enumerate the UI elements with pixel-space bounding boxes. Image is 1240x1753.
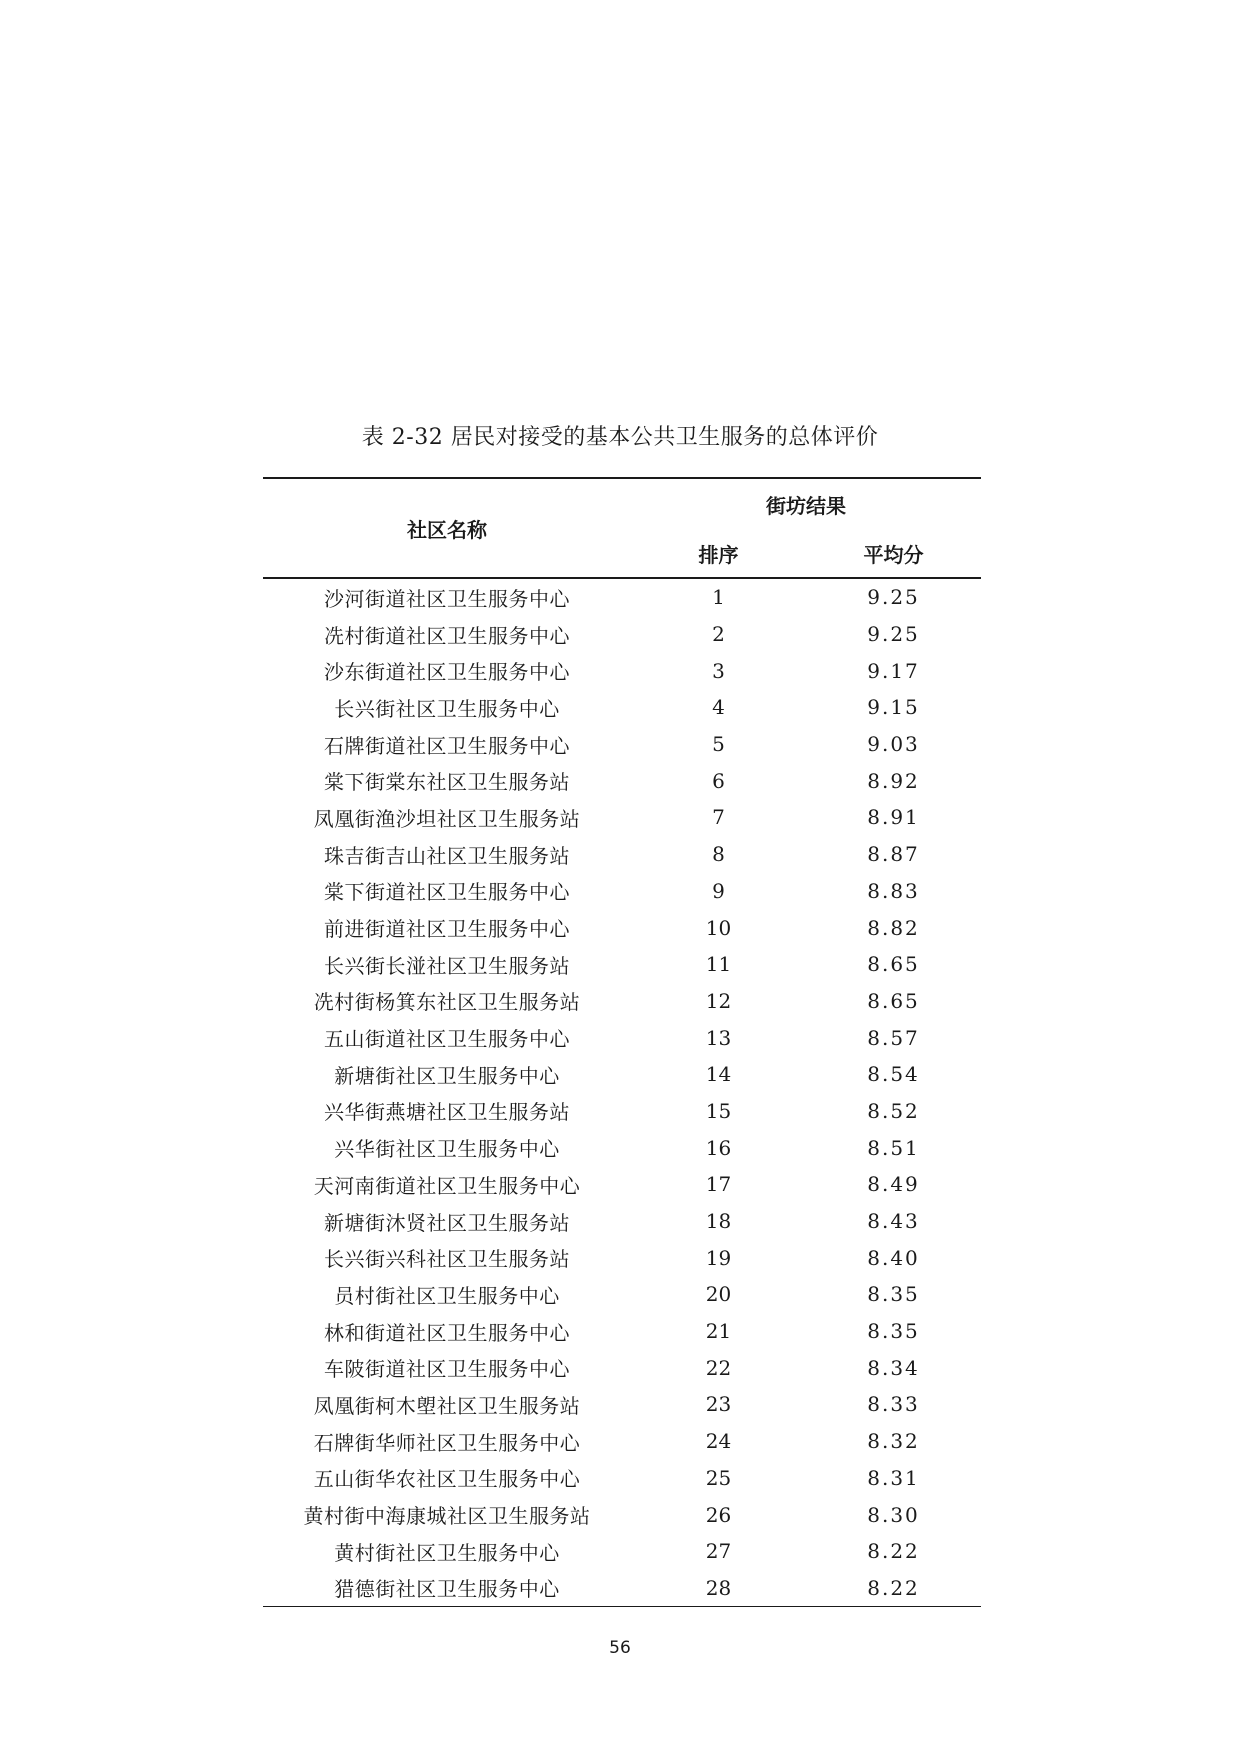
score-cell: 8.91: [867, 805, 920, 830]
table-row: [263, 1423, 981, 1460]
community-name-cell: 兴华街燕塘社区卫生服务站: [324, 1100, 570, 1125]
score-cell: 9.03: [867, 732, 920, 757]
rank-cell: 19: [705, 1245, 732, 1270]
score-cell: 9.15: [867, 695, 920, 720]
score-cell: 8.22: [867, 1539, 920, 1564]
community-name-cell: 五山街道社区卫生服务中心: [324, 1027, 570, 1052]
rank-cell: 14: [705, 1062, 732, 1087]
score-cell: 8.54: [867, 1062, 920, 1087]
community-name-cell: 林和街道社区卫生服务中心: [324, 1320, 570, 1345]
table-row: [263, 873, 981, 910]
table-row: [263, 836, 981, 873]
score-cell: 8.82: [867, 915, 920, 940]
rank-cell: 26: [705, 1502, 732, 1527]
community-name-cell: 石牌街华师社区卫生服务中心: [313, 1430, 581, 1455]
table-row: [263, 1533, 981, 1570]
rank-cell: 18: [705, 1209, 732, 1234]
score-cell: 8.32: [867, 1429, 920, 1454]
score-cell: 8.52: [867, 1098, 920, 1123]
table-row: [263, 1056, 981, 1093]
table-row: [263, 726, 981, 763]
rank-cell: 11: [705, 952, 732, 977]
rank-cell: 27: [705, 1539, 732, 1564]
score-cell: 8.40: [867, 1245, 920, 1270]
community-name-cell: 黄村街社区卫生服务中心: [334, 1540, 560, 1565]
table-row: [263, 578, 981, 616]
community-name-cell: 长兴街社区卫生服务中心: [334, 696, 560, 721]
community-name-cell: 黄村街中海康城社区卫生服务站: [303, 1504, 591, 1529]
score-cell: 8.43: [867, 1209, 920, 1234]
score-cell: 8.22: [806, 1570, 981, 1607]
community-name-cell: 兴华街社区卫生服务中心: [334, 1137, 560, 1162]
table-body: [263, 578, 981, 1607]
score-cell: 8.33: [867, 1392, 920, 1417]
table-row: [263, 1570, 981, 1607]
rank-cell: 1: [712, 585, 725, 610]
community-name-cell: 沙东街道社区卫生服务中心: [324, 660, 570, 685]
header-community-name: 社区名称: [263, 478, 631, 578]
community-name-cell: 长兴街长湴社区卫生服务站: [324, 953, 570, 978]
table-row: [263, 689, 981, 726]
score-cell: 8.35: [867, 1282, 920, 1307]
score-cell: 8.87: [867, 842, 920, 867]
score-cell: 9.25: [867, 585, 920, 610]
header-group-results: 街坊结果: [631, 478, 981, 529]
evaluation-table: [263, 477, 981, 1607]
rank-cell: 23: [705, 1392, 732, 1417]
score-cell: 8.83: [867, 878, 920, 903]
score-cell: 8.34: [867, 1355, 920, 1380]
community-name-cell: 凤凰街渔沙坦社区卫生服务站: [313, 806, 581, 831]
rank-cell: 5: [712, 732, 725, 757]
table-row: [263, 1093, 981, 1130]
rank-cell: 3: [712, 658, 725, 683]
community-name-cell: 天河南街道社区卫生服务中心: [313, 1173, 581, 1198]
community-name-cell: 冼村街杨箕东社区卫生服务站: [313, 990, 581, 1015]
table-row: [263, 1313, 981, 1350]
score-cell: 9.17: [867, 658, 920, 683]
score-cell: 9.25: [867, 622, 920, 647]
community-name-cell: 珠吉街吉山社区卫生服务站: [324, 843, 570, 868]
table-row: [263, 909, 981, 946]
community-name-cell: 五山街华农社区卫生服务中心: [313, 1467, 581, 1492]
rank-cell: 10: [705, 915, 732, 940]
score-cell: 8.30: [867, 1502, 920, 1527]
table-row: [263, 1129, 981, 1166]
table-row: [263, 983, 981, 1020]
table-row: [263, 799, 981, 836]
table-row: [263, 1386, 981, 1423]
rank-cell: 12: [705, 988, 732, 1013]
score-cell: 8.49: [867, 1172, 920, 1197]
community-name-cell: 新塘街沐贤社区卫生服务站: [324, 1210, 570, 1235]
rank-cell: 22: [705, 1355, 732, 1380]
table-row: [263, 1496, 981, 1533]
community-name-cell: 冼村街道社区卫生服务中心: [324, 623, 570, 648]
table-row: [263, 1203, 981, 1240]
table-row: [263, 652, 981, 689]
rank-cell: 28: [631, 1570, 806, 1607]
rank-cell: 9: [712, 878, 725, 903]
table-caption: 表 2-32 居民对接受的基本公共卫生服务的总体评价: [361, 425, 879, 450]
rank-cell: 17: [705, 1172, 732, 1197]
rank-cell: 15: [705, 1098, 732, 1123]
community-name-cell: 前进街道社区卫生服务中心: [324, 917, 570, 942]
score-cell: 8.92: [867, 768, 920, 793]
table-row: [263, 762, 981, 799]
header-average-score: 平均分: [806, 529, 981, 578]
rank-cell: 25: [705, 1465, 732, 1490]
rank-cell: 24: [705, 1429, 732, 1454]
table-row: [263, 1276, 981, 1313]
rank-cell: 21: [705, 1319, 732, 1344]
score-cell: 8.31: [867, 1465, 920, 1490]
score-cell: 8.65: [867, 988, 920, 1013]
rank-cell: 16: [705, 1135, 732, 1160]
community-name-cell: 新塘街社区卫生服务中心: [334, 1063, 560, 1088]
community-name-cell: 员村街社区卫生服务中心: [334, 1283, 560, 1308]
table-row: [263, 1460, 981, 1497]
table-row: [263, 1239, 981, 1276]
community-name-cell: 棠下街棠东社区卫生服务站: [324, 770, 570, 795]
community-name-cell: 猎德街社区卫生服务中心: [263, 1570, 631, 1607]
rank-cell: 6: [712, 768, 725, 793]
score-cell: 8.35: [867, 1319, 920, 1344]
score-cell: 8.57: [867, 1025, 920, 1050]
table-row: [263, 616, 981, 653]
community-name-cell: 车陂街道社区卫生服务中心: [324, 1357, 570, 1382]
page-number: 56: [609, 1638, 631, 1658]
community-name-cell: 棠下街道社区卫生服务中心: [324, 880, 570, 905]
rank-cell: 20: [705, 1282, 732, 1307]
table-row: [263, 1349, 981, 1386]
community-name-cell: 石牌街道社区卫生服务中心: [324, 733, 570, 758]
rank-cell: 4: [712, 695, 725, 720]
community-name-cell: 凤凰街柯木塱社区卫生服务站: [313, 1393, 581, 1418]
rank-cell: 8: [712, 842, 725, 867]
rank-cell: 7: [712, 805, 725, 830]
rank-cell: 2: [712, 622, 725, 647]
score-cell: 8.51: [867, 1135, 920, 1160]
table-row: [263, 1166, 981, 1203]
table-row: [263, 1019, 981, 1056]
score-cell: 8.65: [867, 952, 920, 977]
header-rank: 排序: [631, 529, 806, 578]
community-name-cell: 长兴街兴科社区卫生服务站: [324, 1247, 570, 1272]
community-name-cell: 沙河街道社区卫生服务中心: [324, 586, 570, 611]
table-row: [263, 946, 981, 983]
rank-cell: 13: [705, 1025, 732, 1050]
